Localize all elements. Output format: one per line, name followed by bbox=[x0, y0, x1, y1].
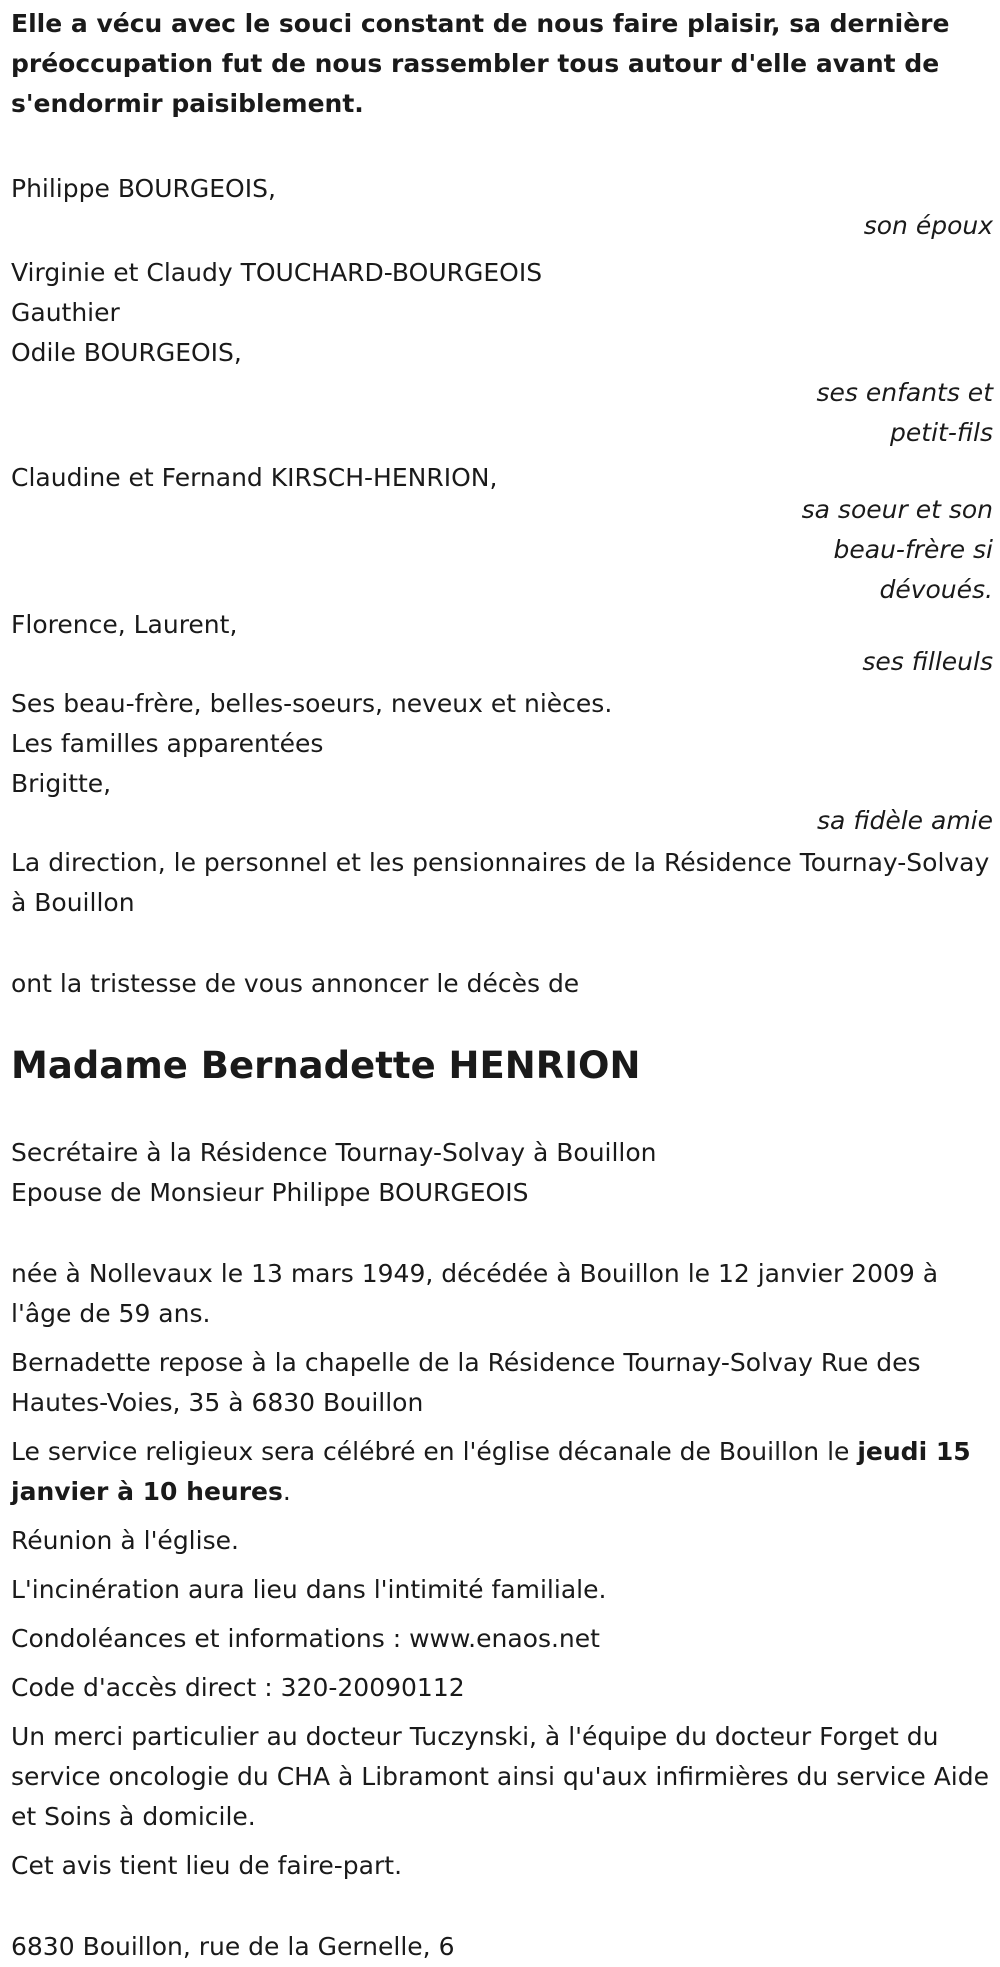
family-name: Virginie et Claudy TOUCHARD-BOURGEOIS bbox=[11, 258, 543, 287]
condolences-text: Condoléances et informations : www.enaos.net bbox=[11, 1624, 600, 1653]
family-name: La direction, le personnel et les pensionnaires de la Résidence Tournay-Solvay à Bouillon bbox=[11, 848, 990, 917]
family-role: sa soeur et son bbox=[801, 495, 993, 524]
family-role: petit-fils bbox=[890, 418, 993, 447]
family-role: ses filleuls bbox=[862, 647, 993, 676]
intro-text: Elle a vécu avec le souci constant de nous faire plaisir, sa dernière préoccupation fut de nous rassembler tous autour d'elle avant de s'endormir paisiblement. bbox=[11, 9, 950, 118]
family-entry-spouse bbox=[11, 169, 993, 246]
reunion-text: Réunion à l'église. bbox=[11, 1526, 239, 1555]
family-entry-sister bbox=[11, 458, 993, 610]
service-text bbox=[11, 1432, 993, 1512]
thanks-text: Un merci particulier au docteur Tuczynski, à l'équipe du docteur Forget du service oncologie du CHA à Libramont ainsi qu'aux infirmières du service Aide et Soins à domicile. bbox=[11, 1722, 989, 1831]
birth-death-text: née à Nollevaux le 13 mars 1949, décédée à Bouillon le 12 janvier 2009 à l'âge de 59 ans. bbox=[11, 1259, 939, 1328]
deceased-name: Madame Bernadette HENRION bbox=[11, 1044, 641, 1087]
repose-text: Bernadette repose à la chapelle de la Résidence Tournay-Solvay Rue des Hautes-Voies, 35 à 6830 Bouillon bbox=[11, 1348, 921, 1417]
family-role: beau-frère si bbox=[833, 535, 993, 564]
family-name: Ses beau-frère, belles-soeurs, neveux et nièces. bbox=[11, 689, 613, 718]
family-name: Les familles apparentées bbox=[11, 729, 324, 758]
family-role: dévoués. bbox=[879, 575, 993, 604]
family-role: sa fidèle amie bbox=[817, 806, 993, 835]
family-entry-children bbox=[11, 253, 993, 453]
obituary-page bbox=[11, 4, 993, 1967]
deceased-title: Secrétaire à la Résidence Tournay-Solvay à Bouillon bbox=[11, 1138, 657, 1167]
family-role: son époux bbox=[863, 211, 993, 240]
service-text-end: . bbox=[282, 1477, 291, 1506]
access-code-text: Code d'accès direct : 320-20090112 bbox=[11, 1673, 465, 1702]
family-name: Philippe BOURGEOIS, bbox=[11, 174, 276, 203]
deceased-titles bbox=[11, 1133, 993, 1213]
incineration-text: L'incinération aura lieu dans l'intimité familiale. bbox=[11, 1575, 607, 1604]
service-text-start: Le service religieux sera célébré en l'église décanale de Bouillon le bbox=[11, 1437, 858, 1466]
family-role: ses enfants et bbox=[816, 378, 993, 407]
family-entry-extended bbox=[11, 684, 993, 841]
family-name: Brigitte, bbox=[11, 769, 112, 798]
family-name: Claudine et Fernand KIRSCH-HENRION, bbox=[11, 463, 498, 492]
service-date: jeudi 15 janvier à 10 heures bbox=[11, 1437, 971, 1506]
deceased-title: Epouse de Monsieur Philippe BOURGEOIS bbox=[11, 1178, 529, 1207]
family-name: Odile BOURGEOIS, bbox=[11, 338, 242, 367]
announcement-text: ont la tristesse de vous annoncer le décès de bbox=[11, 969, 580, 998]
family-entry-residence bbox=[11, 843, 993, 923]
address-text: 6830 Bouillon, rue de la Gernelle, 6 bbox=[11, 1932, 455, 1961]
notice-text: Cet avis tient lieu de faire-part. bbox=[11, 1851, 403, 1880]
family-entry-godchildren bbox=[11, 605, 993, 682]
family-name: Gauthier bbox=[11, 298, 120, 327]
family-name: Florence, Laurent, bbox=[11, 610, 238, 639]
